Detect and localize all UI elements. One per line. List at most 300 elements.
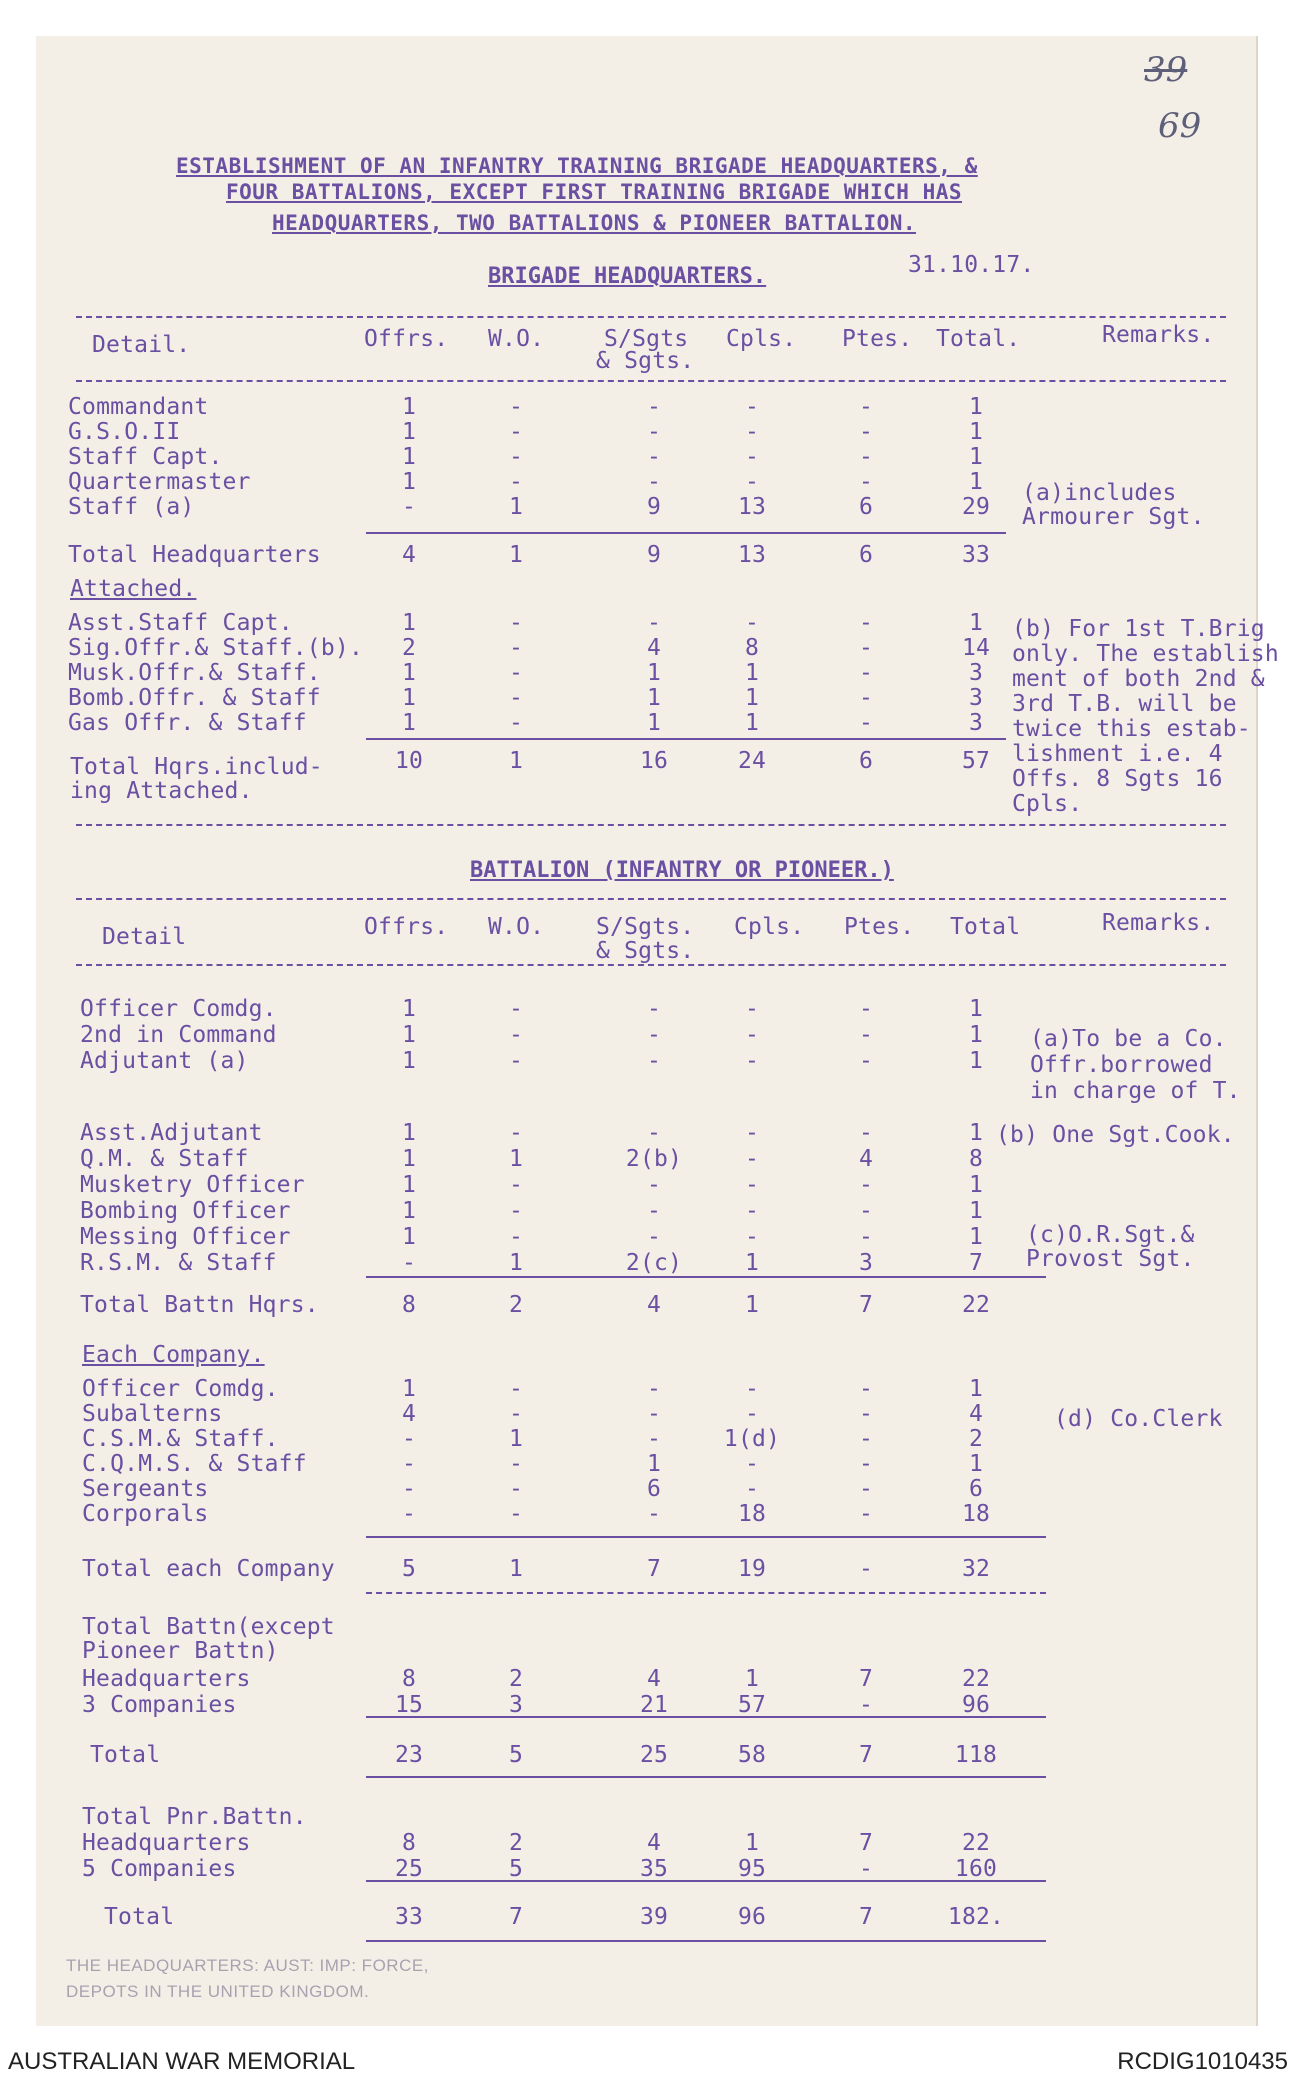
cell-o: 1 — [401, 610, 417, 636]
cell-s: 21 — [639, 1692, 669, 1718]
cell-o: 1 — [401, 660, 417, 686]
cell-s: 35 — [639, 1856, 669, 1882]
cell-t: 6 — [968, 1476, 984, 1502]
batt-row-detail: Asst.Adjutant — [80, 1120, 263, 1146]
cell-s: - — [646, 1224, 662, 1250]
title-line-2: FOUR BATTALIONS, EXCEPT FIRST TRAINING BRIGADE WHICH HAS — [226, 180, 963, 204]
header-ptes: Ptes. — [842, 326, 913, 352]
company-row-detail: C.Q.M.S. & Staff — [82, 1451, 307, 1477]
cell-o: 1 — [401, 1198, 417, 1224]
cell-t: 2 — [968, 1426, 984, 1452]
header-cpls: Cpls. — [726, 326, 797, 352]
cell-p: - — [858, 394, 874, 420]
cell-w: - — [508, 996, 524, 1022]
cell-w: - — [508, 469, 524, 495]
cell-w: 2 — [508, 1292, 524, 1318]
cell-t: 160 — [954, 1856, 998, 1882]
cell-t: 1 — [968, 469, 984, 495]
cell-t: 18 — [961, 1501, 991, 1527]
pioneer-total-label: Total — [104, 1904, 175, 1930]
cell-t: 1 — [968, 1224, 984, 1250]
header-offrs: Offrs. — [364, 326, 449, 352]
cell-o: 10 — [394, 748, 424, 774]
each-company-title: Each Company. — [82, 1342, 265, 1368]
cell-t: 3 — [968, 685, 984, 711]
cell-p: - — [858, 610, 874, 636]
cell-w: - — [508, 1198, 524, 1224]
cell-t: 22 — [961, 1830, 991, 1856]
cell-w: - — [508, 1048, 524, 1074]
cell-c: - — [744, 1224, 760, 1250]
cell-o: - — [401, 1501, 417, 1527]
cell-o: 8 — [401, 1830, 417, 1856]
cell-c: - — [744, 469, 760, 495]
cell-c: 1 — [744, 1666, 760, 1692]
cell-s: - — [646, 444, 662, 470]
cell-c: 1 — [744, 710, 760, 736]
cell-p: 6 — [858, 494, 874, 520]
cell-p: - — [858, 1692, 874, 1718]
cell-p: - — [858, 996, 874, 1022]
cell-w: - — [508, 710, 524, 736]
cell-o: 1 — [401, 710, 417, 736]
cell-c: 19 — [737, 1556, 767, 1582]
except-rule — [366, 1716, 1046, 1718]
batt-row-detail: Officer Comdg. — [80, 996, 277, 1022]
cell-p: 3 — [858, 1250, 874, 1276]
cell-w: - — [508, 1376, 524, 1402]
total-battn-hqrs-label: Total Battn Hqrs. — [80, 1292, 319, 1318]
cell-s: 16 — [639, 748, 669, 774]
attached-row-detail: Gas Offr. & Staff — [68, 710, 307, 736]
cell-p: - — [858, 1856, 874, 1882]
cell-o: 23 — [394, 1742, 424, 1768]
cell-t: 1 — [968, 1198, 984, 1224]
cell-t: 22 — [961, 1292, 991, 1318]
cell-s: 9 — [646, 542, 662, 568]
batt-remark-a-line: Offr.borrowed — [1030, 1052, 1213, 1078]
cell-w: - — [508, 685, 524, 711]
cell-c: 1 — [744, 1250, 760, 1276]
cell-s: - — [646, 394, 662, 420]
cell-o: 33 — [394, 1904, 424, 1930]
company-row-detail: Officer Comdg. — [82, 1376, 279, 1402]
cell-s: 25 — [639, 1742, 669, 1768]
cell-s: 1 — [646, 710, 662, 736]
cell-c: - — [744, 1048, 760, 1074]
attached-total-rule — [366, 738, 1006, 740]
brigade-row-detail: G.S.O.II — [68, 419, 181, 445]
page-number: 69 — [1158, 106, 1202, 146]
batt-row-detail: 2nd in Command — [80, 1022, 277, 1048]
cell-p: - — [858, 635, 874, 661]
brigade-row-detail: Staff Capt. — [68, 444, 223, 470]
cell-s: - — [646, 1401, 662, 1427]
cell-p: 7 — [858, 1830, 874, 1856]
company-row-detail: Sergeants — [82, 1476, 209, 1502]
cell-w: 2 — [508, 1666, 524, 1692]
cell-p: - — [858, 1376, 874, 1402]
batt-remark-a-line: in charge of T. — [1030, 1078, 1241, 1104]
batt-header-rule-bottom — [76, 964, 1226, 966]
cell-t: 96 — [961, 1692, 991, 1718]
company-row-detail: C.S.M.& Staff. — [82, 1426, 279, 1452]
cell-p: - — [858, 710, 874, 736]
cell-t: 57 — [961, 748, 991, 774]
cell-s: 39 — [639, 1904, 669, 1930]
total-each-company-label: Total each Company — [82, 1556, 335, 1582]
cell-c: - — [744, 394, 760, 420]
cell-t: 14 — [961, 635, 991, 661]
brigade-row-detail: Staff (a) — [68, 494, 195, 520]
company-rule-bottom — [366, 1592, 1046, 1594]
document-date: 31.10.17. — [908, 252, 1035, 278]
cell-t: 1 — [968, 996, 984, 1022]
cell-p: - — [858, 1172, 874, 1198]
brigade-row-detail: Quartermaster — [68, 469, 251, 495]
cell-c: - — [744, 1198, 760, 1224]
cell-p: 7 — [858, 1904, 874, 1930]
total-incl-label-2: ing Attached. — [70, 778, 253, 804]
batt-remark-c-line-2: Provost Sgt. — [1026, 1246, 1195, 1272]
attached-row-detail: Bomb.Offr. & Staff — [68, 685, 321, 711]
attached-title: Attached. — [70, 576, 197, 602]
cell-w: 5 — [508, 1742, 524, 1768]
cell-s: - — [646, 1426, 662, 1452]
cell-w: 1 — [508, 1146, 524, 1172]
hq-stamp-line-2: DEPOTS IN THE UNITED KINGDOM. — [66, 1982, 370, 2001]
header-rule-top — [76, 316, 1226, 318]
cell-t: 182. — [947, 1904, 1005, 1930]
cell-w: 1 — [508, 748, 524, 774]
batt-remark-c-line-1: (c)O.R.Sgt.& — [1026, 1222, 1195, 1248]
cell-s: 2(c) — [625, 1250, 683, 1276]
cell-o: 1 — [401, 1022, 417, 1048]
cell-p: - — [858, 1401, 874, 1427]
cell-p: - — [858, 1224, 874, 1250]
cell-c: - — [744, 1476, 760, 1502]
header-total: Total. — [936, 326, 1021, 352]
cell-c: 1 — [744, 660, 760, 686]
cell-s: 1 — [646, 1451, 662, 1477]
remark-b-line: only. The establish — [1012, 641, 1279, 667]
cell-p: - — [858, 1198, 874, 1224]
cell-s: - — [646, 1048, 662, 1074]
attached-row-detail: Musk.Offr.& Staff. — [68, 660, 321, 686]
cell-c: - — [744, 610, 760, 636]
cell-c: 95 — [737, 1856, 767, 1882]
document-page — [36, 36, 1279, 2026]
cell-s: - — [646, 996, 662, 1022]
cell-s: 2(b) — [625, 1146, 683, 1172]
cell-p: - — [858, 1501, 874, 1527]
header-remarks: Remarks. — [1102, 322, 1215, 348]
cell-s: - — [646, 1172, 662, 1198]
cell-t: 1 — [968, 419, 984, 445]
except-row-detail: Headquarters — [82, 1666, 251, 1692]
company-row-detail: Subalterns — [82, 1401, 223, 1427]
cell-s: - — [646, 610, 662, 636]
batt-row-detail: Adjutant (a) — [80, 1048, 249, 1074]
cell-t: 29 — [961, 494, 991, 520]
cell-o: 1 — [401, 1376, 417, 1402]
batt-header-ptes: Ptes. — [844, 914, 915, 940]
cell-o: 4 — [401, 1401, 417, 1427]
brigade-row-detail: Commandant — [68, 394, 209, 420]
cell-p: 7 — [858, 1666, 874, 1692]
footer-left: AUSTRALIAN WAR MEMORIAL — [8, 2048, 356, 2075]
title-line-3: HEADQUARTERS, TWO BATTALIONS & PIONEER BATTALION. — [272, 211, 917, 235]
cell-w: - — [508, 660, 524, 686]
batt-header-wo: W.O. — [488, 914, 545, 940]
cell-s: 1 — [646, 660, 662, 686]
cell-t: 33 — [961, 542, 991, 568]
cell-t: 1 — [968, 1172, 984, 1198]
cell-t: 1 — [968, 1048, 984, 1074]
cell-o: 1 — [401, 444, 417, 470]
cell-s: 9 — [646, 494, 662, 520]
hq-stamp-line-1: THE HEADQUARTERS: AUST: IMP: FORCE, — [66, 1956, 429, 1975]
cell-w: - — [508, 444, 524, 470]
cell-p: 7 — [858, 1742, 874, 1768]
cell-t: 32 — [961, 1556, 991, 1582]
cell-o: - — [401, 494, 417, 520]
cell-c: 1 — [744, 685, 760, 711]
cell-c: 1 — [744, 1292, 760, 1318]
cell-w: 3 — [508, 1692, 524, 1718]
cell-o: - — [401, 1250, 417, 1276]
company-row-detail: Corporals — [82, 1501, 209, 1527]
cell-t: 3 — [968, 710, 984, 736]
cell-t: 7 — [968, 1250, 984, 1276]
except-total-label: Total — [90, 1742, 161, 1768]
cell-p: - — [858, 1022, 874, 1048]
remark-b-line: (b) For 1st T.Brig — [1012, 616, 1265, 642]
cell-o: - — [401, 1426, 417, 1452]
cell-o: 1 — [401, 469, 417, 495]
header-detail: Detail. — [92, 332, 191, 358]
cell-s: - — [646, 1120, 662, 1146]
cell-p: 4 — [858, 1146, 874, 1172]
cell-w: 5 — [508, 1856, 524, 1882]
cell-s: - — [646, 419, 662, 445]
cell-w: 1 — [508, 1426, 524, 1452]
batt-remark-d: (d) Co.Clerk — [1054, 1406, 1223, 1432]
cell-o: 15 — [394, 1692, 424, 1718]
cell-w: - — [508, 635, 524, 661]
cell-o: 1 — [401, 1172, 417, 1198]
cell-s: 4 — [646, 635, 662, 661]
cell-w: 1 — [508, 1556, 524, 1582]
cell-p: 7 — [858, 1292, 874, 1318]
cell-o: - — [401, 1476, 417, 1502]
cell-c: 57 — [737, 1692, 767, 1718]
cell-t: 4 — [968, 1401, 984, 1427]
remark-b-line: Cpls. — [1012, 791, 1083, 817]
cell-o: 1 — [401, 394, 417, 420]
header-wo: W.O. — [488, 326, 545, 352]
cell-o: - — [401, 1451, 417, 1477]
batt-row-detail: Musketry Officer — [80, 1172, 305, 1198]
cell-w: 1 — [508, 542, 524, 568]
cell-w: - — [508, 610, 524, 636]
cell-t: 1 — [968, 394, 984, 420]
cell-s: - — [646, 1501, 662, 1527]
cell-p: - — [858, 660, 874, 686]
batt-hq-total-rule — [366, 1276, 1046, 1278]
remark-b-line: 3rd T.B. will be — [1012, 691, 1237, 717]
cell-t: 118 — [954, 1742, 998, 1768]
cell-t: 3 — [968, 660, 984, 686]
batt-header-remarks: Remarks. — [1102, 910, 1215, 936]
cell-t: 1 — [968, 1376, 984, 1402]
cell-o: 1 — [401, 1120, 417, 1146]
remark-a-line-1: (a)includes — [1022, 480, 1177, 506]
cell-p: - — [858, 419, 874, 445]
cell-c: 1 — [744, 1830, 760, 1856]
except-row-detail: 3 Companies — [82, 1692, 237, 1718]
cell-o: 1 — [401, 1146, 417, 1172]
cell-w: 7 — [508, 1904, 524, 1930]
cell-c: - — [744, 1451, 760, 1477]
cell-c: 13 — [737, 494, 767, 520]
cell-p: - — [858, 685, 874, 711]
cell-w: - — [508, 1224, 524, 1250]
cell-w: - — [508, 1401, 524, 1427]
cell-p: 6 — [858, 748, 874, 774]
pioneer-row-detail: 5 Companies — [82, 1856, 237, 1882]
cell-c: 8 — [744, 635, 760, 661]
footer-right: RCDIG1010435 — [1117, 2048, 1288, 2075]
cell-t: 8 — [968, 1146, 984, 1172]
cell-s: 6 — [646, 1476, 662, 1502]
cell-o: 1 — [401, 685, 417, 711]
cell-c: - — [744, 1401, 760, 1427]
cell-s: 4 — [646, 1830, 662, 1856]
header-ssgts: S/Sgts — [604, 326, 689, 352]
cell-p: - — [858, 444, 874, 470]
cell-p: - — [858, 1476, 874, 1502]
cell-c: - — [744, 1146, 760, 1172]
cell-c: - — [744, 1022, 760, 1048]
cell-o: 5 — [401, 1556, 417, 1582]
total-incl-label-1: Total Hqrs.includ- — [70, 754, 323, 780]
batt-header-offrs: Offrs. — [364, 914, 449, 940]
batt-row-detail: Bombing Officer — [80, 1198, 291, 1224]
cell-p: - — [858, 1048, 874, 1074]
cell-c: - — [744, 996, 760, 1022]
batt-header-rule-top — [76, 898, 1226, 900]
cell-s: - — [646, 1198, 662, 1224]
cell-p: - — [858, 469, 874, 495]
cell-s: - — [646, 1022, 662, 1048]
batt-header-sgts: & Sgts. — [596, 938, 695, 964]
cell-s: 4 — [646, 1666, 662, 1692]
cell-t: 1 — [968, 1120, 984, 1146]
battalion-section-title: BATTALION (INFANTRY OR PIONEER.) — [470, 858, 894, 883]
remark-b-line: twice this estab- — [1012, 716, 1251, 742]
pioneer-row-detail: Headquarters — [82, 1830, 251, 1856]
pioneer-total-rule — [366, 1940, 1046, 1942]
cell-c: 58 — [737, 1742, 767, 1768]
except-total-rule — [366, 1776, 1046, 1778]
batt-header-ssgts: S/Sgts. — [596, 914, 695, 940]
cell-t: 22 — [961, 1666, 991, 1692]
header-rule-bottom — [76, 380, 1226, 382]
pioneer-rule — [366, 1880, 1046, 1882]
cell-o: 1 — [401, 419, 417, 445]
cell-c: 96 — [737, 1904, 767, 1930]
page-number-crossed: 39 — [1144, 50, 1188, 90]
cell-c: - — [744, 1120, 760, 1146]
batt-row-detail: Messing Officer — [80, 1224, 291, 1250]
except-title-1: Total Battn(except — [82, 1614, 335, 1640]
cell-w: 2 — [508, 1830, 524, 1856]
cell-s: 7 — [646, 1556, 662, 1582]
cell-c: - — [744, 1376, 760, 1402]
cell-p: - — [858, 1556, 874, 1582]
cell-w: 1 — [508, 494, 524, 520]
cell-s: 4 — [646, 1292, 662, 1318]
except-title-2: Pioneer Battn) — [82, 1638, 279, 1664]
cell-s: - — [646, 469, 662, 495]
cell-o: 1 — [401, 996, 417, 1022]
header-sgts: & Sgts. — [596, 348, 695, 374]
batt-header-total: Total — [950, 914, 1021, 940]
cell-t: 1 — [968, 610, 984, 636]
remark-a-line-2: Armourer Sgt. — [1022, 504, 1205, 530]
section-divider — [76, 824, 1226, 826]
cell-o: 1 — [401, 1048, 417, 1074]
cell-o: 2 — [401, 635, 417, 661]
cell-w: - — [508, 394, 524, 420]
cell-o: 25 — [394, 1856, 424, 1882]
pioneer-title: Total Pnr.Battn. — [82, 1804, 307, 1830]
cell-t: 1 — [968, 1451, 984, 1477]
attached-row-detail: Asst.Staff Capt. — [68, 610, 293, 636]
batt-header-detail: Detail — [102, 924, 187, 950]
cell-w: - — [508, 1451, 524, 1477]
cell-s: - — [646, 1376, 662, 1402]
cell-c: - — [744, 419, 760, 445]
cell-w: 1 — [508, 1250, 524, 1276]
batt-row-detail: R.S.M. & Staff — [80, 1250, 277, 1276]
cell-o: 8 — [401, 1292, 417, 1318]
cell-c: 13 — [737, 542, 767, 568]
cell-o: 8 — [401, 1666, 417, 1692]
cell-w: - — [508, 1022, 524, 1048]
cell-t: 1 — [968, 444, 984, 470]
remark-b-line: ment of both 2nd & — [1012, 666, 1265, 692]
cell-w: - — [508, 1476, 524, 1502]
cell-c: - — [744, 1172, 760, 1198]
cell-p: 6 — [858, 542, 874, 568]
batt-remark-a-line: (a)To be a Co. — [1030, 1026, 1227, 1052]
cell-s: 1 — [646, 685, 662, 711]
cell-p: - — [858, 1120, 874, 1146]
cell-o: 1 — [401, 1224, 417, 1250]
remark-b-line: lishment i.e. 4 — [1012, 741, 1223, 767]
cell-c: 24 — [737, 748, 767, 774]
title-line-1: ESTABLISHMENT OF AN INFANTRY TRAINING BRIGADE HEADQUARTERS, & — [176, 154, 978, 178]
batt-row-detail: Q.M. & Staff — [80, 1146, 249, 1172]
attached-row-detail: Sig.Offr.& Staff.(b). — [68, 635, 363, 661]
cell-w: - — [508, 419, 524, 445]
remark-b-line: Offs. 8 Sgts 16 — [1012, 766, 1223, 792]
cell-c: - — [744, 444, 760, 470]
cell-p: - — [858, 1426, 874, 1452]
cell-w: - — [508, 1172, 524, 1198]
